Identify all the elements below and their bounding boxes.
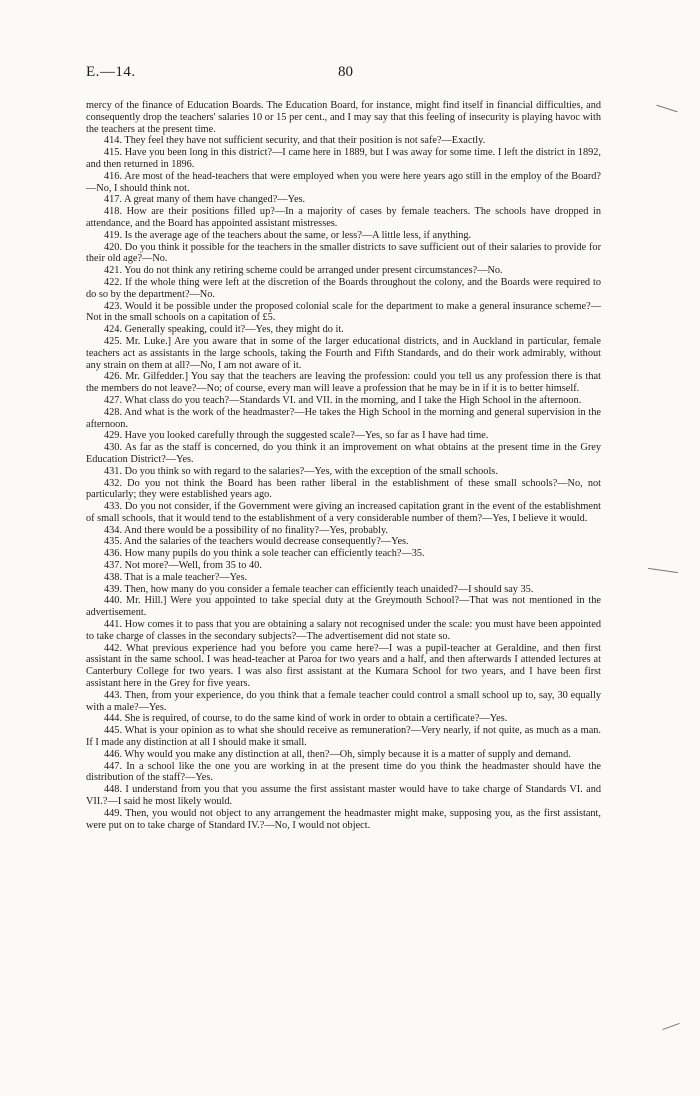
question-430: 430. As far as the staff is concerned, do you think it an improvement on what obtains at the present time in the Grey Education District?—Yes. [86, 442, 601, 465]
question-449: 449. Then, you would not object to any arrangement the headmaster might make, supposing you, as the first assistant, were put on to take charge of Standard IV.?—No, I would not object. [86, 807, 601, 831]
question-415: 415. Have you been long in this district?—I came here in 1889, but I was away for some time. I left the district in 1892, and then returned in 1896. [86, 147, 601, 170]
document-reference: E.—14. [86, 64, 136, 80]
question-447: 447. In a school like the one you are working in at the present time do you think the headmaster should have the distribution of the staff?—Yes. [86, 760, 601, 784]
question-434: 434. And there would be a possibility of no finality?—Yes, probably. [104, 524, 388, 536]
question-431: 431. Do you think so with regard to the salaries?—Yes, with the exception of the small schools. [104, 465, 498, 477]
question-441: 441. How comes it to pass that you are obtaining a salary not recognised under the scale: you must have been appointed to take charge of classes in the secondary subjects?—The advertisement did not state so. [86, 619, 601, 642]
question-420: 420. Do you think it possible for the teachers in the smaller districts to save sufficient out of their salaries to provide for their old age?—No. [86, 241, 601, 265]
margin-mark-bottom [662, 1023, 679, 1030]
question-445: 445. What is your opinion as to what she should receive as remuneration?—Very nearly, if not quite, as much as a man. If I made any distinction at all I should make it small. [86, 725, 601, 749]
question-422: 422. If the whole thing were left at the discretion of the Boards throughout the colony, and the Boards were required to do so by the department?—No. [86, 276, 601, 300]
question-421: 421. You do not think any retiring scheme could be arranged under present circumstances?—No. [104, 265, 503, 277]
question-442: 442. What previous experience had you before you came here?—I was a pupil-teacher at Geraldine, and then first assistant in the same school. I was head-teacher at Paroa for two years and a half, and then afterwards I attended lectures at Canterbury College for two years. I was also first assistant at the Kumara School for two years, and I have been first assistant here in the Grey for five years. [86, 642, 601, 690]
question-414: 414. They feel they have not sufficient security, and that their position is not safe?—Exactly. [104, 135, 486, 147]
question-425: 425. Mr. Luke.] Are you aware that in some of the larger educational districts, and in Auckland in particular, female teachers act as assistants in the large schools, taking the Fourth and Fifth Standards, and do their work admirably, without any strain on them at all?—No, I am not aware of it. [86, 335, 601, 371]
question-440: 440. Mr. Hill.] Were you appointed to take special duty at the Greymouth School?—That was not mentioned in the advertisement. [86, 595, 601, 619]
question-436: 436. How many pupils do you think a sole teacher can efficiently teach?—35. [104, 548, 425, 560]
question-423: 423. Would it be possible under the proposed colonial scale for the department to make a general insurance scheme?—Not in the small schools on a capitation of £5. [86, 300, 601, 324]
question-443: 443. Then, from your experience, do you think that a female teacher could control a small school up to, say, 30 equally with a male?—Yes. [86, 689, 601, 713]
document-body [86, 100, 601, 831]
question-439: 439. Then, how many do you consider a female teacher can efficiently teach unaided?—I should say 35. [104, 583, 534, 595]
question-432: 432. Do you not think the Board has been rather liberal in the establishment of these small schools?—No, not particularly; they were established years ago. [86, 477, 601, 501]
question-433: 433. Do you not consider, if the Government were giving an increased capitation grant in the event of the establishment of small schools, that it would tend to the establishment of a very considerable number of them?—Yes, I believe it would. [86, 501, 601, 524]
question-435: 435. And the salaries of the teachers would decrease consequently?—Yes. [104, 536, 409, 548]
question-437: 437. Not more?—Well, from 35 to 40. [104, 560, 262, 572]
margin-mark-middle [648, 568, 678, 573]
question-418: 418. How are their positions filled up?—In a majority of cases by female teachers. The schools have dropped in attendance, and the Board has appointed assistant mistresses. [86, 206, 601, 229]
question-416: 416. Are most of the head-teachers that were employed when you were here years ago still in the employ of the Board?—No, I should think not. [86, 170, 601, 194]
question-417: 417. A great many of them have changed?—Yes. [104, 194, 306, 206]
question-419: 419. Is the average age of the teachers about the same, or less?—A little less, if anything. [104, 229, 472, 241]
question-429: 429. Have you looked carefully through the suggested scale?—Yes, so far as I have had time. [104, 430, 489, 442]
page-number: 80 [338, 64, 353, 80]
question-444: 444. She is required, of course, to do the same kind of work in order to obtain a certificate?—Yes. [104, 713, 508, 725]
question-448: 448. I understand from you that you assume the first assistant master would have to take charge of Standards VI. and VII.?—I said he most likely would. [86, 784, 601, 808]
margin-mark-top [656, 105, 677, 113]
question-446: 446. Why would you make any distinction at all, then?—Oh, simply because it is a matter of supply and demand. [104, 748, 571, 760]
paragraph-continuation: mercy of the finance of Education Boards. The Education Board, for instance, might find itself in financial difficulties, and consequently drop the teachers' salaries 10 or 15 per cent., and I may say that this feeling of insecurity is playing havoc with the teachers at the present time. [86, 100, 601, 135]
question-426: 426. Mr. Gilfedder.] You say that the teachers are leaving the profession: could you tell us any profession there is that the members do not leave?—No; of course, every man will leave a profession that he may be in if it is to better himself. [86, 371, 601, 395]
question-428: 428. And what is the work of the headmaster?—He takes the High School in the morning and general supervision in the afternoon. [86, 406, 601, 430]
question-427: 427. What class do you teach?—Standards VI. and VII. in the morning, and I take the High School in the afternoon. [104, 394, 582, 406]
question-438: 438. That is a male teacher?—Yes. [104, 571, 248, 583]
page-header [86, 64, 606, 84]
question-424: 424. Generally speaking, could it?—Yes, they might do it. [104, 324, 344, 336]
